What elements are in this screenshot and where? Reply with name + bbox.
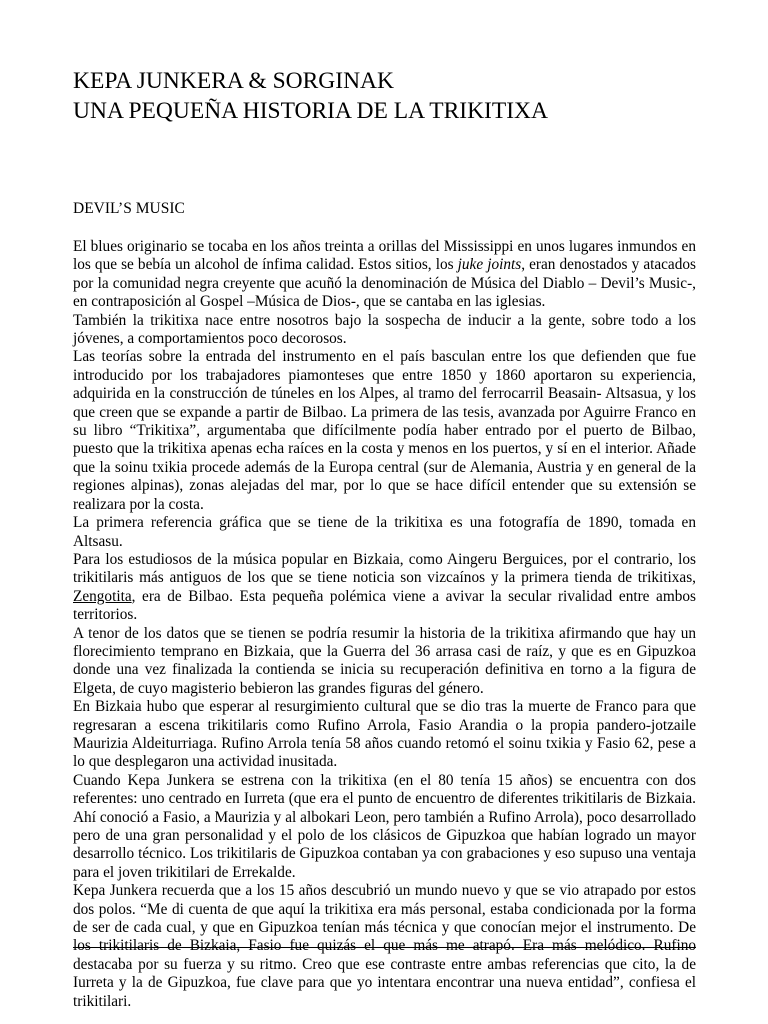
italic-term: juke joints — [457, 256, 522, 274]
article-body — [73, 238, 696, 1011]
paragraph: También la trikitixa nace entre nosotros bajo la sospecha de inducir a la gente, sobre todo a los jóvenes, a comportamientos poco decorosos. — [73, 311, 696, 348]
paragraph: En Bizkaia hubo que esperar al resurgimiento cultural que se dio tras la muerte de Franco para que regresaran a escena trikitilaris como Rufino Arrola, Fasio Arandia o la propia pandero-jotzaile Maurizia Aldeiturriaga. Rufino Arrola tenía 58 años cuando retomó el soinu txikia y Fasio 62, pese a lo que desplegaron una actividad inusitada. — [73, 698, 696, 771]
document-title — [73, 66, 696, 126]
paragraph-text: , era de Bilbao. Esta pequeña polémica viene a avivar la secular rivalidad entre ambos territorios. — [73, 587, 696, 624]
paragraph: Cuando Kepa Junkera se estrena con la trikitixa (en el 80 tenía 15 años) se encuentra con dos referentes: uno centrado en Iurreta (que era el punto de encuentro de diferentes trikitilaris de Bizkaia. Ahí conoció a Fasio, a Maurizia y al albokari Leon, pero también a Rufino Arrola), poco desarrollado pero de una gran personalidad y el polo de los clásicos de Gipuzkoa que habían logrado un mayor desarrollo técnico. Los trikitilaris de Gipuzkoa contaban ya con grabaciones y eso supuso una ventaja para el joven trikitilari de Errekalde. — [73, 771, 696, 881]
paragraph — [73, 238, 696, 312]
section-heading: DEVIL’S MUSIC — [73, 200, 185, 217]
underlined-term: Zengotita — [73, 587, 132, 605]
paragraph: Las teorías sobre la entrada del instrumento en el país basculan entre los que defienden que fue introducido por los trabajadores piamonteses que entre 1850 y 1860 aportaron su experiencia, adquirida en la construcción de túneles en los Alpes, al tramo del ferrocarril Beasain- Altsasua, y los que creen que se expande a partir de Bilbao. La primera de las tesis, avanzada por Aguirre Franco en su libro “Trikitixa”, argumentaba que difícilmente podía haber entrado por el puerto de Bilbao, puesto que la trikitixa apenas echa raíces en la costa y menos en los puertos, y sí en el interior. Añade que la soinu txikia procede además de la Europa central (sur de Alemania, Austria y en general de la regiones alpinas), zonas alejadas del mar, por lo que se hace difícil entender que su extensión se realizara por la costa. — [73, 348, 696, 513]
paragraph: La primera referencia gráfica que se tiene de la trikitixa es una fotografía de 1890, tomada en Altsasu. — [73, 514, 696, 550]
title-line-1: KEPA JUNKERA & SORGINAK — [73, 68, 395, 94]
paragraph-text: Para los estudiosos de la música popular en Bizkaia, como Aingeru Berguices, por el contrario, los trikitilaris más antiguos de los que se tiene noticia son vizcaínos y la primera tienda de trikitixas, — [73, 550, 696, 587]
footer-divider — [73, 947, 696, 948]
paragraph — [73, 551, 696, 625]
paragraph: A tenor de los datos que se tienen se podría resumir la historia de la trikitixa afirmando que hay un florecimiento temprano en Bizkaia, que la Guerra del 36 arrasa casi de raíz, y que es en Gipuzkoa donde una vez finalizada la contienda se inicia su recuperación definitiva en torno a la figura de Elgeta, de cuyo magisterio bebieron las grandes figuras del género. — [73, 624, 696, 697]
title-line-2: UNA PEQUEÑA HISTORIA DE LA TRIKITIXA — [73, 98, 549, 124]
paragraph-text: El blues originario se tocaba en los años treinta a orillas del Mississippi en unos lugares inmundos en los que se bebía un alcohol de ínfima calidad. Estos sitios, los — [73, 238, 696, 274]
paragraph-text: , eran denostados y atacados por la comunidad negra creyente que acuñó la denominación de Música del Diablo – Devil’s Music-, en contraposición al Gospel –Música de Dios-, que se cantaba en las iglesias. — [73, 256, 696, 311]
paragraph: Kepa Junkera recuerda que a los 15 años descubrió un mundo nuevo y que se vio atrapado por estos dos polos. “Me di cuenta de que aquí la trikitixa era más personal, estaba condicionada por la forma de ser de cada cual, y que en Gipuzkoa tenían más técnica y que conocían mejor el instrumento. De los trikitilaris de Bizkaia, Fasio fue quizás el que más me atrapó. Era más melódico. Rufino destacaba por su fuerza y su ritmo. Creo que ese contraste entre ambas referencias que cito, la de Iurreta y la de Gipuzkoa, fue clave para que yo intentara encontrar una nueva entidad”, confiesa el trikitilari. — [73, 882, 696, 1010]
